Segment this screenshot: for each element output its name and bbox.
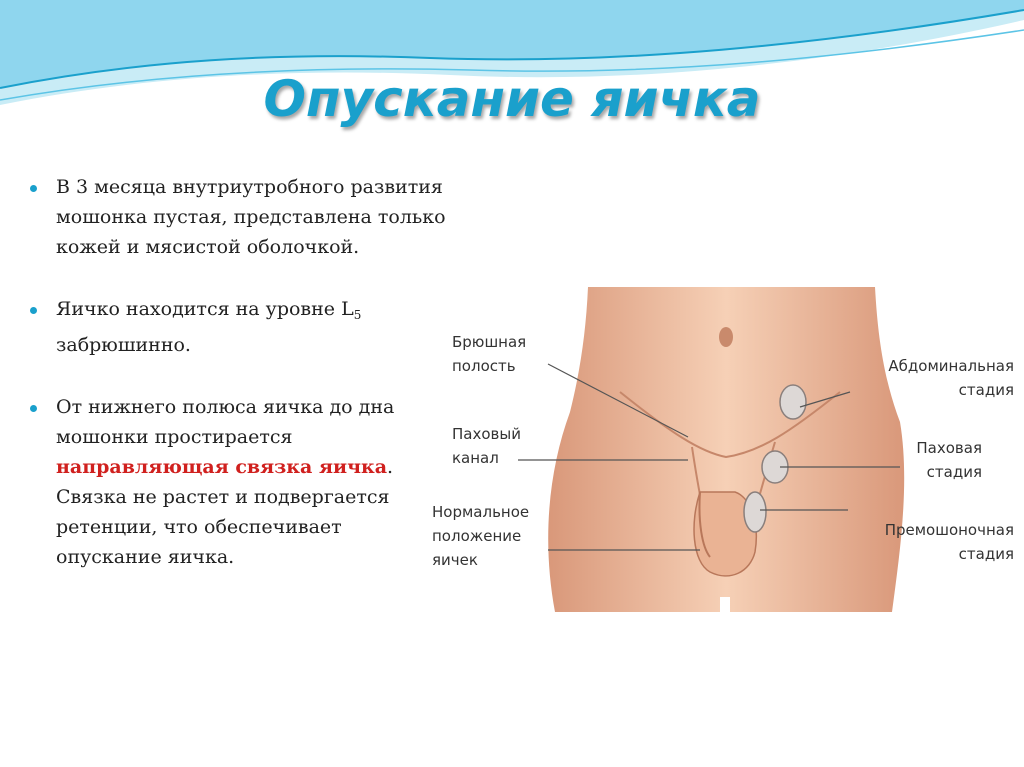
bullet-item bbox=[30, 392, 450, 572]
label-inguinal-canal: Паховый канал bbox=[452, 425, 521, 467]
label-prescrotal-stage: Премошоночная стадия bbox=[884, 521, 1014, 563]
bullet-dot-icon bbox=[30, 405, 37, 412]
bullet-list bbox=[30, 172, 450, 572]
bullet-dot-icon bbox=[30, 307, 37, 314]
bullet-dot-icon bbox=[30, 185, 37, 192]
bullet-item bbox=[30, 172, 450, 262]
subscript: 5 bbox=[353, 308, 362, 322]
highlighted-term: направляющая связка яичка bbox=[56, 456, 388, 478]
bullet-text: В 3 месяца внутриутробного развития мошонка пустая, представлена только кожей и мясистой оболочкой. bbox=[56, 176, 446, 258]
label-inguinal-stage: Паховая стадия bbox=[916, 439, 982, 481]
bullet-text: . Связка не растет и подвергается ретенции, что обеспечивает опускание яичка. bbox=[56, 456, 394, 568]
label-abdominal-stage: Абдоминальная стадия bbox=[888, 357, 1014, 399]
bullet-text: забрюшинно. bbox=[56, 334, 191, 356]
label-abdominal-cavity: Брюшная полость bbox=[452, 333, 527, 375]
bullet-item bbox=[30, 294, 450, 360]
bullet-text: Яичко находится на уровне L bbox=[56, 298, 354, 320]
slide-title: Опускание яичка bbox=[263, 70, 761, 128]
anatomy-figure bbox=[430, 282, 1024, 612]
bullet-text: От нижнего полюса яичка до дна мошонки простирается bbox=[56, 396, 395, 448]
label-normal-position: Нормальное положение яичек bbox=[432, 503, 530, 569]
